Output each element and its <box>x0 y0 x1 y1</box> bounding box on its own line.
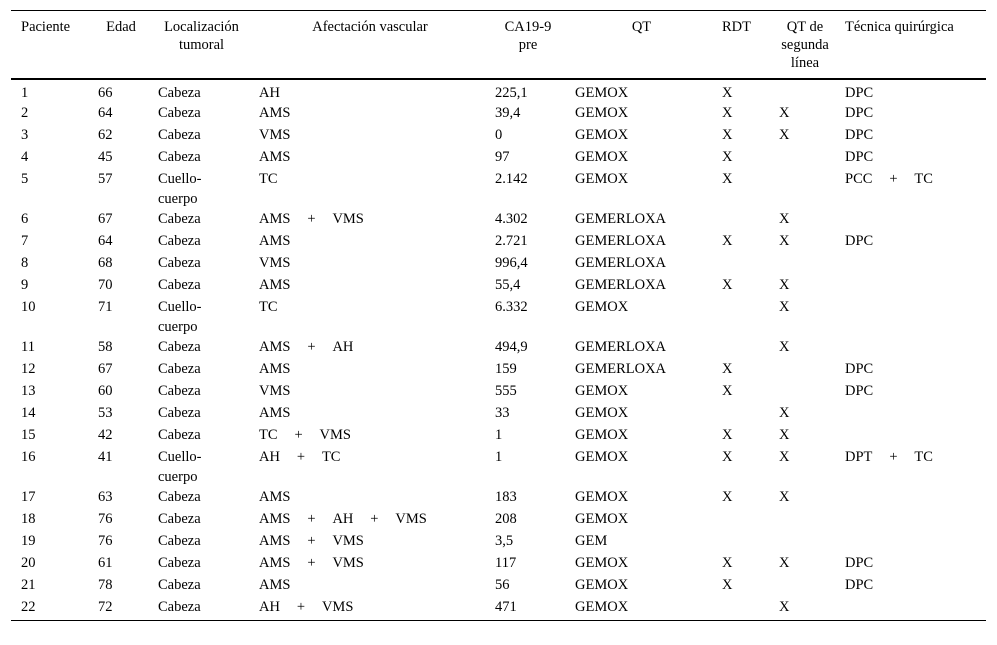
cell-ca199: 2.142 <box>495 171 528 187</box>
cell-localizacion: Cabeza <box>158 277 201 293</box>
cell-edad: 45 <box>98 149 113 165</box>
plus-separator: + <box>307 511 316 527</box>
cell-localizacion-part: Cuello- <box>158 449 202 465</box>
cell-afectacion-item: VMS <box>319 427 351 443</box>
cell-afectacion-item: AMS <box>259 533 291 549</box>
cell-edad: 68 <box>98 255 113 271</box>
cell-localizacion: Cabeza <box>158 383 201 399</box>
cell-paciente: 6 <box>21 211 29 227</box>
cell-afectacion-item: AH <box>259 599 280 615</box>
cell-qt-segunda <box>769 147 835 169</box>
plus-separator: + <box>307 555 316 571</box>
cell-qt-segunda <box>769 253 835 275</box>
cell-ca199: 1 <box>495 427 503 443</box>
cell-localizacion: Cabeza <box>158 85 201 101</box>
cell-tecnica-item: TC <box>914 171 933 187</box>
cell-paciente: 9 <box>21 277 29 293</box>
table-row <box>11 425 986 447</box>
header-ca199: CA19-9 pre <box>504 19 552 53</box>
cell-afectacion-item: AMS <box>259 489 291 505</box>
cell-qt: GEMOX <box>575 555 629 571</box>
cell-edad: 67 <box>98 211 113 227</box>
cell-afectacion <box>249 125 485 147</box>
cell-tecnica <box>835 209 986 231</box>
cell-paciente: 19 <box>21 533 36 549</box>
patients-table-container <box>11 10 986 621</box>
cell-edad: 42 <box>98 427 113 443</box>
cell-edad: 76 <box>98 533 113 549</box>
cell-paciente: 13 <box>21 383 36 399</box>
cell-tecnica <box>835 487 986 509</box>
cell-qt: GEMERLOXA <box>575 339 667 355</box>
plus-separator: + <box>294 427 303 443</box>
cell-afectacion <box>249 275 485 297</box>
cell-tecnica-item: DPC <box>845 361 874 377</box>
plus-separator: + <box>307 211 316 227</box>
cell-afectacion <box>249 403 485 425</box>
cell-localizacion-part: Cuello- <box>158 299 202 315</box>
cell-afectacion-item: VMS <box>395 511 427 527</box>
header-paciente: Paciente <box>21 19 71 35</box>
cell-ca199: 2.721 <box>495 233 528 249</box>
table-row <box>11 103 986 125</box>
table-row <box>11 509 986 531</box>
cell-localizacion: Cabeza <box>158 427 201 443</box>
cell-tecnica-item: DPC <box>845 233 874 249</box>
cell-afectacion-item: VMS <box>259 383 291 399</box>
table-row <box>11 209 986 231</box>
cell-tecnica <box>835 597 986 621</box>
cell-rdt: X <box>722 171 733 187</box>
table-row <box>11 575 986 597</box>
cell-ca199: 56 <box>495 577 510 593</box>
plus-separator: + <box>370 511 379 527</box>
cell-rdt <box>712 597 769 621</box>
cell-localizacion: Cabeza <box>158 361 201 377</box>
cell-qt: GEMERLOXA <box>575 277 667 293</box>
cell-localizacion: Cabeza <box>158 555 201 571</box>
cell-ca199: 39,4 <box>495 105 521 121</box>
cell-afectacion-item: VMS <box>332 211 364 227</box>
cell-paciente: 2 <box>21 105 29 121</box>
cell-afectacion-item: AMS <box>259 277 291 293</box>
cell-localizacion: Cabeza <box>158 577 201 593</box>
cell-afectacion-item: AMS <box>259 361 291 377</box>
table-row <box>11 381 986 403</box>
cell-localizacion: Cabeza <box>158 233 201 249</box>
cell-afectacion-item: AH <box>332 339 354 355</box>
cell-paciente: 1 <box>21 85 29 101</box>
cell-edad: 70 <box>98 277 113 293</box>
cell-tecnica <box>835 169 986 209</box>
cell-tecnica <box>835 575 986 597</box>
cell-paciente: 22 <box>21 599 36 615</box>
cell-qt: GEMOX <box>575 489 629 505</box>
cell-qt-segunda: X <box>779 339 790 355</box>
cell-paciente: 12 <box>21 361 36 377</box>
cell-qt-segunda: X <box>779 555 790 571</box>
cell-tecnica-item: DPC <box>845 127 874 143</box>
cell-edad: 67 <box>98 361 113 377</box>
table-row <box>11 253 986 275</box>
table-row <box>11 297 986 337</box>
cell-afectacion-item: TC <box>259 427 278 443</box>
table-row <box>11 597 986 621</box>
cell-ca199: 117 <box>495 555 517 571</box>
cell-paciente: 3 <box>21 127 29 143</box>
cell-afectacion <box>249 103 485 125</box>
cell-afectacion <box>249 147 485 169</box>
cell-afectacion <box>249 553 485 575</box>
cell-edad: 66 <box>98 85 113 101</box>
cell-qt: GEMERLOXA <box>575 211 667 227</box>
cell-qt: GEMOX <box>575 105 629 121</box>
cell-edad: 58 <box>98 339 113 355</box>
table-row <box>11 487 986 509</box>
cell-afectacion-item: AMS <box>259 577 291 593</box>
cell-afectacion <box>249 509 485 531</box>
cell-ca199: 996,4 <box>495 255 528 271</box>
cell-tecnica-item: DPC <box>845 85 874 101</box>
table-row <box>11 169 986 209</box>
cell-tecnica-item: DPC <box>845 383 874 399</box>
header-edad: Edad <box>106 19 136 35</box>
cell-qt: GEM <box>575 533 608 549</box>
cell-tecnica <box>835 447 986 487</box>
cell-qt: GEMOX <box>575 599 629 615</box>
cell-rdt: X <box>722 361 733 377</box>
cell-localizacion: Cabeza <box>158 149 201 165</box>
cell-ca199: 1 <box>495 449 503 465</box>
cell-localizacion-part: Cuello- <box>158 171 202 187</box>
table-row <box>11 403 986 425</box>
cell-ca199: 225,1 <box>495 85 528 101</box>
cell-qt: GEMERLOXA <box>575 255 667 271</box>
cell-afectacion <box>249 381 485 403</box>
cell-afectacion <box>249 575 485 597</box>
cell-paciente: 10 <box>21 299 36 315</box>
table-row <box>11 79 986 103</box>
cell-paciente: 4 <box>21 149 29 165</box>
cell-tecnica-item: DPC <box>845 105 874 121</box>
cell-qt-segunda: X <box>779 449 790 465</box>
cell-tecnica <box>835 381 986 403</box>
cell-localizacion-part: cuerpo <box>158 469 198 485</box>
cell-rdt <box>712 337 769 359</box>
cell-paciente: 16 <box>21 449 36 465</box>
cell-rdt: X <box>722 449 733 465</box>
cell-tecnica <box>835 231 986 253</box>
table-row <box>11 231 986 253</box>
cell-tecnica <box>835 103 986 125</box>
cell-tecnica <box>835 275 986 297</box>
cell-localizacion: Cabeza <box>158 599 201 615</box>
cell-ca199: 0 <box>495 127 503 143</box>
cell-afectacion-item: AMS <box>259 555 291 571</box>
cell-tecnica <box>835 531 986 553</box>
cell-afectacion-item: AMS <box>259 233 291 249</box>
cell-afectacion-item: TC <box>259 171 278 187</box>
cell-afectacion-item: VMS <box>259 255 291 271</box>
cell-rdt: X <box>722 427 733 443</box>
cell-paciente: 8 <box>21 255 29 271</box>
cell-tecnica <box>835 425 986 447</box>
cell-afectacion <box>249 253 485 275</box>
table-body <box>11 79 986 621</box>
cell-paciente: 7 <box>21 233 29 249</box>
header-tecnica: Técnica quirúrgica <box>845 19 954 35</box>
cell-localizacion-part: cuerpo <box>158 191 198 207</box>
cell-rdt: X <box>722 555 733 571</box>
cell-qt-segunda <box>769 381 835 403</box>
cell-tecnica <box>835 403 986 425</box>
cell-tecnica-item: DPC <box>845 555 874 571</box>
table-row <box>11 275 986 297</box>
cell-localizacion <box>148 447 249 487</box>
plus-separator: + <box>307 339 316 355</box>
cell-tecnica-item: PCC <box>845 171 873 187</box>
cell-localizacion: Cabeza <box>158 127 201 143</box>
plus-separator: + <box>296 599 306 615</box>
cell-rdt <box>712 509 769 531</box>
cell-edad: 64 <box>98 105 113 121</box>
cell-localizacion: Cabeza <box>158 255 201 271</box>
plus-separator: + <box>889 449 898 465</box>
cell-localizacion <box>148 169 249 209</box>
cell-edad: 63 <box>98 489 113 505</box>
cell-ca199: 208 <box>495 511 517 527</box>
plus-separator: + <box>889 171 898 187</box>
table-row <box>11 337 986 359</box>
cell-qt: GEMOX <box>575 511 629 527</box>
cell-edad: 53 <box>98 405 113 421</box>
header-localizacion: Localización tumoral <box>164 19 239 53</box>
cell-paciente: 18 <box>21 511 36 527</box>
cell-edad: 62 <box>98 127 113 143</box>
plus-separator: + <box>296 449 306 465</box>
cell-afectacion-item: AH <box>332 511 354 527</box>
plus-separator: + <box>307 533 316 549</box>
cell-edad: 61 <box>98 555 113 571</box>
cell-qt: GEMOX <box>575 171 629 187</box>
cell-afectacion-item: VMS <box>332 533 364 549</box>
cell-rdt: X <box>722 383 733 399</box>
cell-qt-segunda <box>769 79 835 103</box>
cell-afectacion <box>249 231 485 253</box>
cell-ca199: 471 <box>495 599 517 615</box>
cell-afectacion-item: AMS <box>259 511 291 527</box>
cell-tecnica <box>835 125 986 147</box>
table-row <box>11 125 986 147</box>
cell-tecnica <box>835 553 986 575</box>
cell-qt-segunda: X <box>779 405 790 421</box>
cell-qt-segunda: X <box>779 427 790 443</box>
cell-ca199: 6.332 <box>495 299 528 315</box>
cell-qt-segunda <box>769 169 835 209</box>
cell-rdt <box>712 297 769 337</box>
cell-afectacion <box>249 209 485 231</box>
header-row <box>11 11 986 80</box>
table-header <box>11 11 986 80</box>
cell-rdt: X <box>722 233 733 249</box>
cell-tecnica <box>835 337 986 359</box>
cell-qt-segunda: X <box>779 599 790 615</box>
cell-tecnica <box>835 79 986 103</box>
cell-rdt: X <box>722 149 733 165</box>
table-row <box>11 553 986 575</box>
cell-tecnica-item: DPT <box>845 449 873 465</box>
cell-localizacion: Cabeza <box>158 489 201 505</box>
cell-rdt: X <box>722 85 733 101</box>
cell-ca199: 494,9 <box>495 339 528 355</box>
cell-qt-segunda: X <box>779 233 790 249</box>
cell-tecnica <box>835 147 986 169</box>
cell-qt: GEMOX <box>575 85 629 101</box>
cell-localizacion <box>148 297 249 337</box>
header-rdt: RDT <box>722 19 751 35</box>
cell-qt-segunda <box>769 575 835 597</box>
cell-rdt: X <box>722 577 733 593</box>
cell-rdt: X <box>722 277 733 293</box>
header-qt: QT <box>631 19 652 35</box>
cell-ca199: 4.302 <box>495 211 528 227</box>
cell-ca199: 33 <box>495 405 510 421</box>
cell-rdt: X <box>722 489 733 505</box>
cell-tecnica <box>835 359 986 381</box>
cell-localizacion: Cabeza <box>158 511 201 527</box>
cell-qt: GEMOX <box>575 577 629 593</box>
cell-localizacion: Cabeza <box>158 105 201 121</box>
cell-afectacion <box>249 597 485 621</box>
cell-qt-segunda <box>769 509 835 531</box>
cell-paciente: 20 <box>21 555 36 571</box>
cell-rdt <box>712 209 769 231</box>
cell-qt: GEMOX <box>575 405 629 421</box>
cell-afectacion <box>249 447 485 487</box>
cell-edad: 71 <box>98 299 113 315</box>
cell-afectacion <box>249 79 485 103</box>
cell-afectacion-item: VMS <box>332 555 364 571</box>
cell-edad: 57 <box>98 171 113 187</box>
table-row <box>11 359 986 381</box>
cell-qt: GEMERLOXA <box>575 361 667 377</box>
cell-localizacion: Cabeza <box>158 339 201 355</box>
cell-afectacion-item: AH <box>259 85 280 101</box>
cell-edad: 78 <box>98 577 113 593</box>
cell-afectacion-item: AH <box>259 449 280 465</box>
cell-ca199: 555 <box>495 383 517 399</box>
cell-ca199: 3,5 <box>495 533 514 549</box>
cell-paciente: 21 <box>21 577 36 593</box>
cell-afectacion-item: VMS <box>259 127 291 143</box>
patients-table <box>11 10 986 621</box>
header-qt-segunda: QT de segunda línea <box>781 19 829 71</box>
cell-afectacion <box>249 425 485 447</box>
cell-localizacion: Cabeza <box>158 533 201 549</box>
cell-tecnica <box>835 297 986 337</box>
cell-paciente: 11 <box>21 339 35 355</box>
cell-rdt: X <box>722 127 733 143</box>
cell-afectacion <box>249 359 485 381</box>
cell-edad: 72 <box>98 599 113 615</box>
cell-qt-segunda <box>769 359 835 381</box>
cell-rdt <box>712 253 769 275</box>
cell-ca199: 97 <box>495 149 510 165</box>
cell-tecnica-item: TC <box>914 449 933 465</box>
cell-rdt <box>712 531 769 553</box>
cell-qt-segunda: X <box>779 299 790 315</box>
table-row <box>11 447 986 487</box>
cell-qt: GEMERLOXA <box>575 233 667 249</box>
cell-qt-segunda <box>769 531 835 553</box>
cell-qt-segunda: X <box>779 489 790 505</box>
cell-ca199: 183 <box>495 489 517 505</box>
table-row <box>11 531 986 553</box>
cell-afectacion-item: AMS <box>259 405 291 421</box>
cell-ca199: 159 <box>495 361 517 377</box>
cell-edad: 60 <box>98 383 113 399</box>
cell-edad: 76 <box>98 511 113 527</box>
cell-qt-segunda: X <box>779 277 790 293</box>
cell-qt: GEMOX <box>575 127 629 143</box>
cell-qt: GEMOX <box>575 383 629 399</box>
cell-afectacion <box>249 531 485 553</box>
cell-edad: 64 <box>98 233 113 249</box>
cell-afectacion <box>249 169 485 209</box>
cell-qt-segunda: X <box>779 105 790 121</box>
cell-localizacion: Cabeza <box>158 405 201 421</box>
cell-qt: GEMOX <box>575 149 629 165</box>
cell-qt: GEMOX <box>575 449 629 465</box>
cell-qt-segunda: X <box>779 211 790 227</box>
cell-localizacion-part: cuerpo <box>158 319 198 335</box>
table-row <box>11 147 986 169</box>
cell-rdt: X <box>722 105 733 121</box>
cell-afectacion-item: TC <box>259 299 278 315</box>
cell-afectacion-item: AMS <box>259 105 291 121</box>
header-afectacion: Afectación vascular <box>312 19 428 35</box>
cell-afectacion-item: AMS <box>259 339 291 355</box>
cell-afectacion <box>249 487 485 509</box>
cell-paciente: 15 <box>21 427 36 443</box>
cell-tecnica-item: DPC <box>845 149 874 165</box>
cell-localizacion: Cabeza <box>158 211 201 227</box>
cell-tecnica-item: DPC <box>845 577 874 593</box>
cell-tecnica <box>835 509 986 531</box>
cell-afectacion-item: TC <box>321 449 341 465</box>
cell-afectacion <box>249 337 485 359</box>
cell-paciente: 14 <box>21 405 36 421</box>
cell-edad: 41 <box>98 449 113 465</box>
cell-afectacion-item: AMS <box>259 149 291 165</box>
cell-afectacion-item: AMS <box>259 211 291 227</box>
cell-qt: GEMOX <box>575 427 629 443</box>
cell-afectacion <box>249 297 485 337</box>
cell-paciente: 17 <box>21 489 36 505</box>
cell-ca199: 55,4 <box>495 277 521 293</box>
cell-tecnica <box>835 253 986 275</box>
cell-rdt <box>712 403 769 425</box>
cell-paciente: 5 <box>21 171 29 187</box>
cell-qt-segunda: X <box>779 127 790 143</box>
cell-qt: GEMOX <box>575 299 629 315</box>
cell-afectacion-item: VMS <box>321 599 354 615</box>
